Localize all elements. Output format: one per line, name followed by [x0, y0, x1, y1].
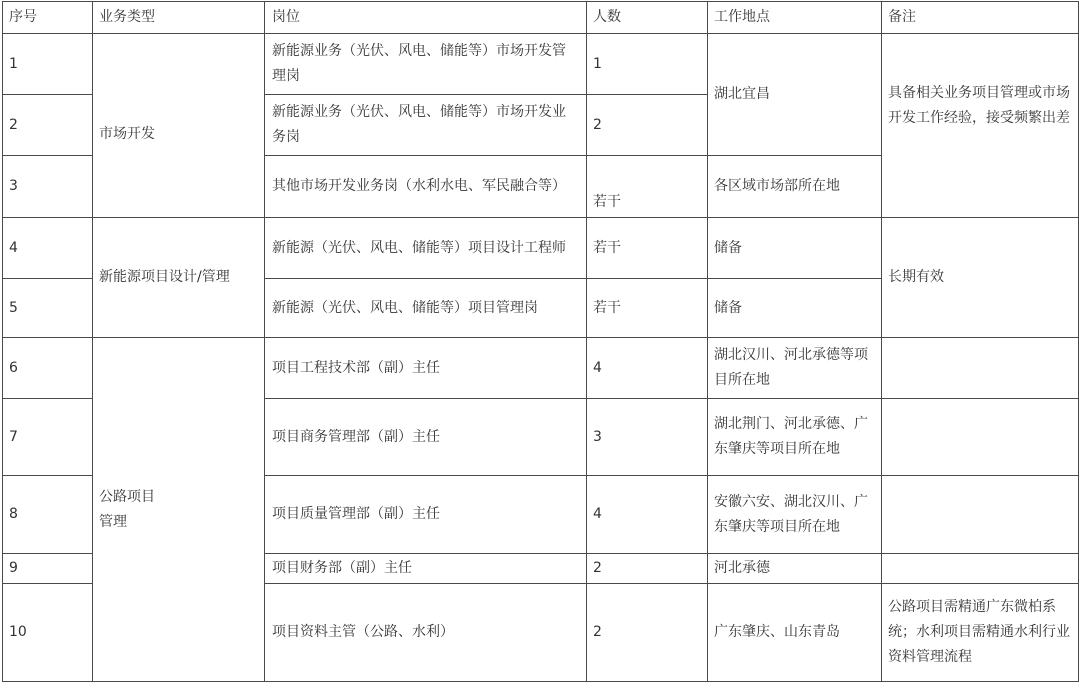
row-no: 7	[3, 399, 93, 476]
location-cell: 储备	[708, 279, 882, 338]
business-type-market: 市场开发	[93, 34, 265, 218]
row-no: 8	[3, 476, 93, 554]
position-cell: 项目商务管理部（副）主任	[265, 399, 587, 476]
count-cell: 3	[587, 399, 708, 476]
table-row	[3, 338, 1079, 399]
table-row	[3, 34, 1079, 95]
row-no: 6	[3, 338, 93, 399]
count-cell: 2	[587, 95, 708, 156]
table-header-row	[3, 2, 1079, 34]
position-cell: 其他市场开发业务岗（水利水电、军民融合等）	[265, 156, 587, 218]
header-location: 工作地点	[708, 2, 882, 34]
table-row	[3, 218, 1079, 279]
business-type-highway	[93, 338, 265, 682]
location-cell: 储备	[708, 218, 882, 279]
remark-cell: 公路项目需精通广东微柏系统；水利项目需精通水利行业资料管理流程	[882, 584, 1079, 682]
count-cell: 若干	[587, 279, 708, 338]
count-cell: 若干	[587, 156, 708, 218]
location-cell: 湖北荆门、河北承德、广东肇庆等项目所在地	[708, 399, 882, 476]
row-no: 3	[3, 156, 93, 218]
header-count: 人数	[587, 2, 708, 34]
row-no: 5	[3, 279, 93, 338]
remark-cell	[882, 554, 1079, 584]
row-no: 9	[3, 554, 93, 584]
position-cell: 项目资料主管（公路、水利）	[265, 584, 587, 682]
business-type-highway-line2: 管理	[99, 513, 127, 530]
business-type-newenergy: 新能源项目设计/管理	[93, 218, 265, 338]
remark-cell	[882, 399, 1079, 476]
count-cell: 2	[587, 554, 708, 584]
header-position: 岗位	[265, 2, 587, 34]
position-cell: 新能源（光伏、风电、储能等）项目管理岗	[265, 279, 587, 338]
header-no: 序号	[3, 2, 93, 34]
remark-market: 具备相关业务项目管理或市场开发工作经验，接受频繁出差	[882, 34, 1079, 218]
location-regional: 各区域市场部所在地	[708, 156, 882, 218]
position-cell: 项目质量管理部（副）主任	[265, 476, 587, 554]
row-no: 1	[3, 34, 93, 95]
row-no: 4	[3, 218, 93, 279]
header-business-type: 业务类型	[93, 2, 265, 34]
business-type-highway-line1: 公路项目	[99, 488, 155, 505]
position-cell: 项目财务部（副）主任	[265, 554, 587, 584]
count-cell: 1	[587, 34, 708, 95]
location-yichang: 湖北宜昌	[708, 34, 882, 156]
remark-cell	[882, 476, 1079, 554]
position-cell: 项目工程技术部（副）主任	[265, 338, 587, 399]
position-cell: 新能源业务（光伏、风电、储能等）市场开发管理岗	[265, 34, 587, 95]
position-cell: 新能源业务（光伏、风电、储能等）市场开发业务岗	[265, 95, 587, 156]
count-cell: 2	[587, 584, 708, 682]
row-no: 10	[3, 584, 93, 682]
position-cell: 新能源（光伏、风电、储能等）项目设计工程师	[265, 218, 587, 279]
location-cell: 河北承德	[708, 554, 882, 584]
count-cell: 4	[587, 476, 708, 554]
recruitment-table	[2, 1, 1079, 682]
remark-longterm: 长期有效	[882, 218, 1079, 338]
location-cell: 安徽六安、湖北汉川、广东肇庆等项目所在地	[708, 476, 882, 554]
location-cell: 湖北汉川、河北承德等项目所在地	[708, 338, 882, 399]
row-no: 2	[3, 95, 93, 156]
count-cell: 若干	[587, 218, 708, 279]
location-cell: 广东肇庆、山东青岛	[708, 584, 882, 682]
count-cell: 4	[587, 338, 708, 399]
remark-cell	[882, 338, 1079, 399]
header-remark: 备注	[882, 2, 1079, 34]
